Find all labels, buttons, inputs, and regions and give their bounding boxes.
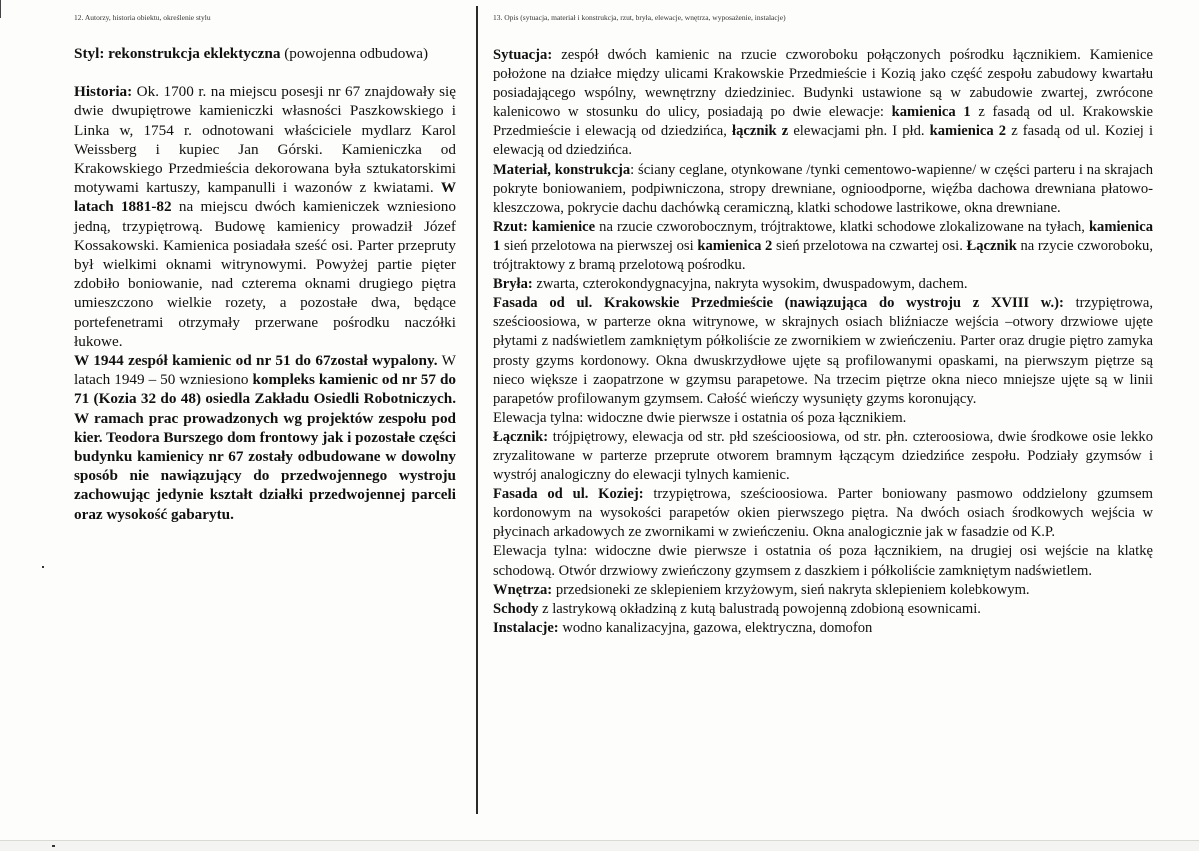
scan-edge-mark bbox=[0, 0, 7, 18]
lacznik-paragraph bbox=[493, 428, 1153, 485]
instalacje-label: Instalacje: bbox=[493, 619, 559, 636]
wnetrza-label: Wnętrza: bbox=[493, 581, 553, 598]
latach-label: W latach 1881-82 bbox=[74, 179, 456, 216]
left-column-header: 12. Autorzy, historia obiektu, określenie stylu bbox=[74, 13, 211, 22]
kamienica2-bold: kamienica 2 bbox=[929, 123, 1007, 140]
styl-paragraph bbox=[74, 44, 456, 63]
wnetrza-paragraph bbox=[493, 581, 1153, 600]
bryla-text: zwarta, czterokondygnacyjna, nakryta wysokim, dwuspadowym, dachem. bbox=[532, 276, 968, 293]
fasada2-label: Fasada od ul. Koziej: bbox=[493, 486, 644, 503]
rzut-paragraph bbox=[493, 218, 1153, 275]
bryla-paragraph bbox=[493, 275, 1153, 294]
rzut-text-2: sień przelotowa na pierwszej osi bbox=[500, 237, 698, 254]
sytuacja-text: zespół dwóch kamienic na rzucie czworoboku połączonych pośrodku łącznikiem. Kamienice położone na działce między ulicami Krakowskie Przedmieście i Kozią jako część zespołu zabudowy kwartału posiadającego wspólny, wewnętrzny dziedziniec. Budynki ustawione są w zabudowie zwartej, zwrócone kalenicowo w stosunku do ulicy, posiadają po dwie elewacje: bbox=[493, 47, 1153, 121]
rzut-kamienica1: kamienica 1 bbox=[493, 218, 1153, 254]
historia-label: Historia: bbox=[74, 83, 133, 101]
scan-speck bbox=[52, 845, 55, 847]
sytuacja-text-3: elewacjami płn. I płd. bbox=[788, 123, 930, 140]
elewacja1-paragraph: Elewacja tylna: widoczne dwie pierwsze i ostatnia oś poza łącznikiem. bbox=[493, 409, 907, 426]
material-text: : ściany ceglane, otynkowane /tynki cementowo-wapienne/ w części parteru i na skrajach pokryte boniowaniem, podpiwniczona, stropy drewniane, ognioodporne, więźba dachowa drewniana płatowo-kleszczowa, pokrycie dachu dachówką ceramiczną, klatki schodowe lastrikowe, okna drewniane. bbox=[493, 161, 1153, 216]
fasada2-text: trzypiętrowa, sześcioosiowa. Parter boniowany pasmowo oddzielony gzumsem kordonowym na wysokości parapetów okien pierwszego piętra. Na dwóch osiach środkowych wejścia w płycinach arkadowych ze zwornikami w zwieńczeniu. Okna analogicznie jak w fasadzie od K.P. bbox=[493, 486, 1154, 541]
lacznik-bold: łącznik z bbox=[732, 123, 789, 140]
instalacje-text: wodno kanalizacyjna, gazowa, elektryczna, domofon bbox=[558, 619, 873, 636]
rzut-lacznik: Łącznik bbox=[966, 237, 1017, 254]
historia-paragraph bbox=[74, 82, 456, 351]
sytuacja-label: Sytuacja: bbox=[493, 47, 553, 63]
styl-label: Styl: rekonstrukcja eklektyczna bbox=[74, 45, 281, 62]
sytuacja-paragraph bbox=[493, 46, 1153, 161]
p1944-bold: kompleks kamienic od nr 57 do 71 (Kozia 32 do 48) osiedla Zakładu Osiedli Robotniczych. W ramach prac prowadzonych wg projektów zespołu pod kier. Teodora Burszego dom frontowy jak i pozostałe części budynku kamienicy nr 67 zostały odbudowane w dowolny sposób nie nawiązujący do przedwojennego wystroju zachowując jedynie kształt działki przedwojennej parceli oraz wysokość gabarytu. bbox=[74, 371, 457, 523]
schody-text: z lastrykową okładziną z kutą balustradą powojenną zdobioną esownicami. bbox=[538, 600, 981, 617]
sytuacja-text-4: z fasadą od ul. Koziej i elewacją od dziedzińca. bbox=[493, 123, 1154, 159]
schody-label: Schody bbox=[493, 600, 539, 617]
lacznik-label: Łącznik: bbox=[493, 428, 549, 445]
rzut-kamienica2: kamienica 2 bbox=[697, 237, 773, 254]
kamienica1-bold: kamienica 1 bbox=[891, 104, 971, 121]
fasada2-paragraph bbox=[493, 485, 1153, 542]
sytuacja-text-2: z fasadą od ul. Krakowskie Przedmieście i elewacją od dziedzińca, bbox=[493, 104, 1153, 140]
bryla-label: Bryła: bbox=[493, 276, 533, 293]
elewacja2-paragraph: Elewacja tylna: widoczne dwie pierwsze i ostatnia oś poza łącznikiem, na drugiej osi wejście na klatkę schodową. Otwór drzwiowy zwieńczony gzymsem z daszkiem i półkoliście zamkniętym nadświetlem. bbox=[493, 543, 1153, 579]
rzut-text-4: na rzycie czworoboku, trójtraktowy z bramą przelotową pośrodku. bbox=[493, 237, 1153, 274]
right-column-text bbox=[493, 46, 1153, 638]
right-column-header: 13. Opis (sytuacja, materiał i konstrukcja, rzut, bryła, elewacje, wnętrza, wyposażenie, instalacje) bbox=[493, 13, 786, 22]
left-column-text bbox=[74, 44, 456, 524]
latach-text: na miejscu dwóch kamieniczek wzniesiono jedną, trzypiętrową. Budowę kamienicy prowadził Józef Kossakowski. Kamienica posiadała sześć osi. Parter przepruty był wielkimi oknami witrynowymi. Powyżej partie pięter zdobiło boniowanie, nad czterema oknami drugiego piętra umieszczono wielkie rozety, a pozostałe dwa, będące portefenetrami otrzymały przerwane pośrodku naczółki łukowe. bbox=[74, 198, 456, 350]
wnetrza-text: przedsioneki ze sklepieniem krzyżowym, sień nakryta sklepieniem kolebkowym. bbox=[552, 581, 1030, 598]
instalacje-paragraph bbox=[493, 619, 1153, 638]
rzut-label: Rzut: kamienice bbox=[493, 218, 596, 235]
p1944-label: W 1944 zespół kamienic od nr 51 do 67został wypalony. bbox=[74, 352, 438, 370]
p1944-paragraph bbox=[74, 351, 456, 524]
column-divider bbox=[476, 6, 478, 814]
rzut-text-3: sień przelotowa na czwartej osi. bbox=[772, 237, 967, 254]
fasada1-text: trzypiętrowa, sześcioosiowa, w parterze okna witrynowe, w skrajnych osiach bliźniacze wejścia –otwory drzwiowe ujęte płytami z nadświetlem zamkniętym półkoliście ze zwornikiem w zwieńczeniu. Parter oraz drugie piętro zamyka prosty gzyms kordonowy. Okna dwuskrzydłowe ujęte są profilowanymi opaskami, na pierwszym piętrze są nieco większe i zaopatrzone w gzymsu parapetowe. Na trzecim piętrze okna nieco mniejsze ujęte są w linii parapetów profilowanym gzymsem. Całość wieńczy wysunięty gzyms koronujący. bbox=[493, 295, 1153, 407]
fasada1-label: Fasada od ul. Krakowskie Przedmieście (nawiązująca do wystroju z XVIII w.): bbox=[493, 295, 1064, 312]
material-label: Materiał, konstrukcja bbox=[493, 161, 631, 178]
schody-paragraph bbox=[493, 600, 1153, 619]
historia-text: Ok. 1700 r. na miejscu posesji nr 67 znajdowały się dwie dwupiętrowe kamieniczki własności Paszkowskiego i Linka w, 1754 r. odnotowani właściciele mydlarz Karol Weissberg i kupiec Jan Górski. Kamieniczka od Krakowskiego Przedmieścia dekorowana była sztukatorskimi motywami kartuszy, kampanulli i wazonów z kwiatami. bbox=[74, 83, 456, 197]
scan-speck bbox=[42, 566, 44, 568]
p1944-text: W latach 1949 – 50 wzniesiono bbox=[74, 352, 456, 389]
rzut-text: na rzucie czworobocznym, trójtraktowe, klatki schodowe zlokalizowane na tyłach, bbox=[595, 218, 1089, 235]
fasada1-paragraph bbox=[493, 294, 1153, 409]
material-paragraph bbox=[493, 161, 1153, 218]
lacznik-text: trójpiętrowy, elewacja od str. płd sześcioosiowa, od str. płn. czteroosiowa, dwie środkowe osie lekko zryzalitowane w parterze przeprute otworem bramnym łączącym dziedzińce zespołu. Podziały gzymsów i wystrój analogiczny do elewacji tylnych kamienic. bbox=[493, 428, 1153, 484]
styl-text: (powojenna odbudowa) bbox=[280, 45, 429, 62]
